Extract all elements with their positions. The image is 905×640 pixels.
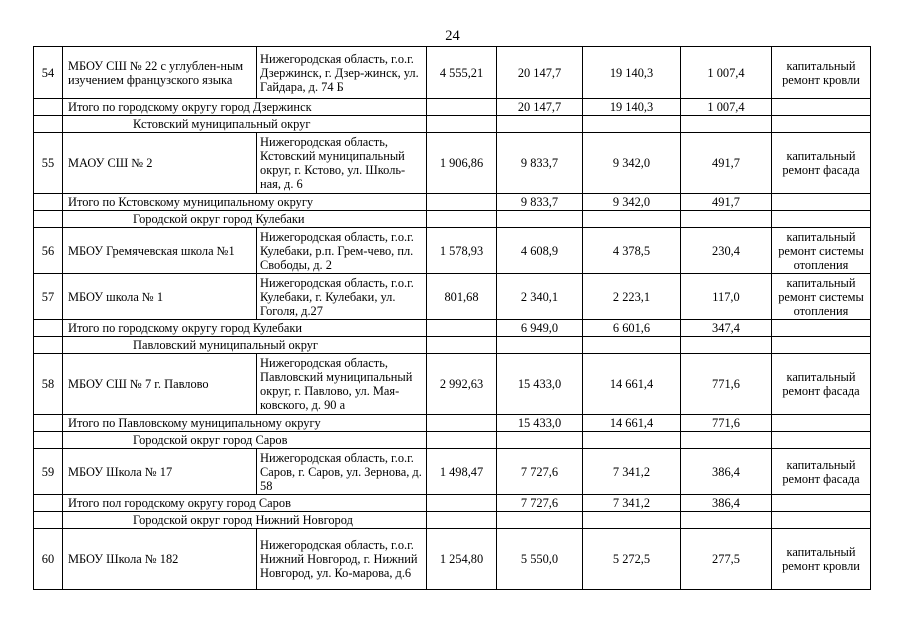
empty-cell: [772, 211, 871, 228]
page-number: 24: [445, 28, 460, 44]
empty-cell: [772, 320, 871, 337]
empty-cell: [34, 194, 63, 211]
subtotal-row: [34, 320, 871, 337]
subtotal-total-cost-cell: 20 147,7: [497, 99, 583, 116]
empty-cell: [583, 211, 681, 228]
address-cell: Нижегородская область, г.о.г. Дзержинск, г. Дзер-жинск, ул. Гайдара, д. 74 Б: [257, 47, 427, 99]
empty-cell: [34, 211, 63, 228]
area-cell: 1 498,47: [427, 449, 497, 495]
work-type-cell: капитальный ремонт системы отопления: [772, 228, 871, 274]
empty-cell: [497, 512, 583, 529]
work-type-cell: капитальный ремонт кровли: [772, 529, 871, 590]
regional-funds-cell: 4 378,5: [583, 228, 681, 274]
row-number-cell: 56: [34, 228, 63, 274]
empty-cell: [427, 99, 497, 116]
subtotal-local-funds-cell: 347,4: [681, 320, 772, 337]
district-label-cell: Городской округ город Кулебаки: [63, 211, 427, 228]
table-row: [34, 354, 871, 415]
row-number-cell: 54: [34, 47, 63, 99]
total-cost-cell: 7 727,6: [497, 449, 583, 495]
subtotal-regional-funds-cell: 19 140,3: [583, 99, 681, 116]
empty-cell: [34, 116, 63, 133]
empty-cell: [772, 415, 871, 432]
subtotal-total-cost-cell: 6 949,0: [497, 320, 583, 337]
district-label-cell: Кстовский муниципальный округ: [63, 116, 427, 133]
subtotal-row: [34, 415, 871, 432]
subtotal-regional-funds-cell: 14 661,4: [583, 415, 681, 432]
subtotal-local-funds-cell: 1 007,4: [681, 99, 772, 116]
subtotal-total-cost-cell: 7 727,6: [497, 495, 583, 512]
institution-name-cell: МБОУ Гремячевская школа №1: [63, 228, 257, 274]
area-cell: 1 578,93: [427, 228, 497, 274]
work-type-cell: капитальный ремонт фасада: [772, 354, 871, 415]
subtotal-label-cell: Итого пол городскому округу город Саров: [63, 495, 427, 512]
empty-cell: [681, 432, 772, 449]
district-header-row: [34, 512, 871, 529]
total-cost-cell: 9 833,7: [497, 133, 583, 194]
empty-cell: [427, 116, 497, 133]
row-number-cell: 58: [34, 354, 63, 415]
empty-cell: [772, 432, 871, 449]
row-number-cell: 59: [34, 449, 63, 495]
district-header-row: [34, 432, 871, 449]
empty-cell: [497, 432, 583, 449]
district-header-row: [34, 211, 871, 228]
empty-cell: [34, 432, 63, 449]
local-funds-cell: 386,4: [681, 449, 772, 495]
empty-cell: [427, 432, 497, 449]
empty-cell: [34, 99, 63, 116]
empty-cell: [34, 512, 63, 529]
local-funds-cell: 491,7: [681, 133, 772, 194]
area-cell: 1 254,80: [427, 529, 497, 590]
subtotal-total-cost-cell: 15 433,0: [497, 415, 583, 432]
empty-cell: [772, 337, 871, 354]
subtotal-label-cell: Итого по Кстовскому муниципальному округу: [63, 194, 427, 211]
empty-cell: [772, 99, 871, 116]
subtotal-row: [34, 99, 871, 116]
empty-cell: [583, 116, 681, 133]
empty-cell: [583, 432, 681, 449]
table-row: [34, 47, 871, 99]
area-cell: 1 906,86: [427, 133, 497, 194]
subtotal-row: [34, 495, 871, 512]
institution-name-cell: МБОУ школа № 1: [63, 274, 257, 320]
row-number-cell: 60: [34, 529, 63, 590]
work-type-cell: капитальный ремонт фасада: [772, 133, 871, 194]
regional-funds-cell: 14 661,4: [583, 354, 681, 415]
subtotal-regional-funds-cell: 6 601,6: [583, 320, 681, 337]
total-cost-cell: 15 433,0: [497, 354, 583, 415]
work-type-cell: капитальный ремонт фасада: [772, 449, 871, 495]
institution-name-cell: МБОУ Школа № 17: [63, 449, 257, 495]
institution-name-cell: МБОУ СШ № 7 г. Павлово: [63, 354, 257, 415]
address-cell: Нижегородская область, Павловский муниципальный округ, г. Павлово, ул. Мая-ковского, д. 90 а: [257, 354, 427, 415]
regional-funds-cell: 5 272,5: [583, 529, 681, 590]
table-row: [34, 228, 871, 274]
empty-cell: [772, 512, 871, 529]
empty-cell: [497, 116, 583, 133]
table-row: [34, 133, 871, 194]
area-cell: 801,68: [427, 274, 497, 320]
empty-cell: [772, 495, 871, 512]
empty-cell: [34, 415, 63, 432]
regional-funds-cell: 7 341,2: [583, 449, 681, 495]
schools-repair-table: [33, 46, 871, 590]
empty-cell: [681, 211, 772, 228]
empty-cell: [497, 211, 583, 228]
subtotal-regional-funds-cell: 9 342,0: [583, 194, 681, 211]
total-cost-cell: 20 147,7: [497, 47, 583, 99]
address-cell: Нижегородская область, г.о.г. Нижний Новгород, г. Нижний Новгород, ул. Ко-марова, д.6: [257, 529, 427, 590]
subtotal-regional-funds-cell: 7 341,2: [583, 495, 681, 512]
regional-funds-cell: 2 223,1: [583, 274, 681, 320]
address-cell: Нижегородская область, г.о.г. Кулебаки, р.п. Грем-чево, пл. Свободы, д. 2: [257, 228, 427, 274]
total-cost-cell: 2 340,1: [497, 274, 583, 320]
empty-cell: [497, 337, 583, 354]
subtotal-label-cell: Итого по городскому округу город Дзержинск: [63, 99, 427, 116]
table-row: [34, 529, 871, 590]
empty-cell: [681, 116, 772, 133]
local-funds-cell: 277,5: [681, 529, 772, 590]
empty-cell: [34, 495, 63, 512]
institution-name-cell: МБОУ СШ № 22 с углублен-ным изучением французского языка: [63, 47, 257, 99]
subtotal-local-funds-cell: 771,6: [681, 415, 772, 432]
work-type-cell: капитальный ремонт системы отопления: [772, 274, 871, 320]
subtotal-local-funds-cell: 491,7: [681, 194, 772, 211]
regional-funds-cell: 9 342,0: [583, 133, 681, 194]
address-cell: Нижегородская область, г.о.г. Кулебаки, г. Кулебаки, ул. Гоголя, д.27: [257, 274, 427, 320]
empty-cell: [772, 194, 871, 211]
empty-cell: [583, 512, 681, 529]
row-number-cell: 55: [34, 133, 63, 194]
empty-cell: [427, 415, 497, 432]
row-number-cell: 57: [34, 274, 63, 320]
local-funds-cell: 771,6: [681, 354, 772, 415]
empty-cell: [427, 337, 497, 354]
table-row: [34, 274, 871, 320]
empty-cell: [427, 495, 497, 512]
subtotal-local-funds-cell: 386,4: [681, 495, 772, 512]
subtotal-label-cell: Итого по Павловскому муниципальному округу: [63, 415, 427, 432]
address-cell: Нижегородская область, г.о.г. Саров, г. Саров, ул. Зернова, д. 58: [257, 449, 427, 495]
empty-cell: [681, 337, 772, 354]
subtotal-label-cell: Итого по городскому округу город Кулебаки: [63, 320, 427, 337]
area-cell: 4 555,21: [427, 47, 497, 99]
district-header-row: [34, 116, 871, 133]
empty-cell: [772, 116, 871, 133]
district-label-cell: Павловский муниципальный округ: [63, 337, 427, 354]
empty-cell: [34, 337, 63, 354]
district-label-cell: Городской округ город Саров: [63, 432, 427, 449]
empty-cell: [681, 512, 772, 529]
empty-cell: [583, 337, 681, 354]
address-cell: Нижегородская область, Кстовский муниципальный округ, г. Кстово, ул. Школь-ная, д. 6: [257, 133, 427, 194]
district-header-row: [34, 337, 871, 354]
institution-name-cell: МАОУ СШ № 2: [63, 133, 257, 194]
table-row: [34, 449, 871, 495]
area-cell: 2 992,63: [427, 354, 497, 415]
local-funds-cell: 1 007,4: [681, 47, 772, 99]
empty-cell: [427, 194, 497, 211]
empty-cell: [427, 512, 497, 529]
empty-cell: [427, 320, 497, 337]
local-funds-cell: 117,0: [681, 274, 772, 320]
local-funds-cell: 230,4: [681, 228, 772, 274]
subtotal-row: [34, 194, 871, 211]
table-body: [34, 47, 871, 590]
empty-cell: [427, 211, 497, 228]
total-cost-cell: 5 550,0: [497, 529, 583, 590]
district-label-cell: Городской округ город Нижний Новгород: [63, 512, 427, 529]
empty-cell: [34, 320, 63, 337]
institution-name-cell: МБОУ Школа № 182: [63, 529, 257, 590]
subtotal-total-cost-cell: 9 833,7: [497, 194, 583, 211]
regional-funds-cell: 19 140,3: [583, 47, 681, 99]
total-cost-cell: 4 608,9: [497, 228, 583, 274]
work-type-cell: капитальный ремонт кровли: [772, 47, 871, 99]
